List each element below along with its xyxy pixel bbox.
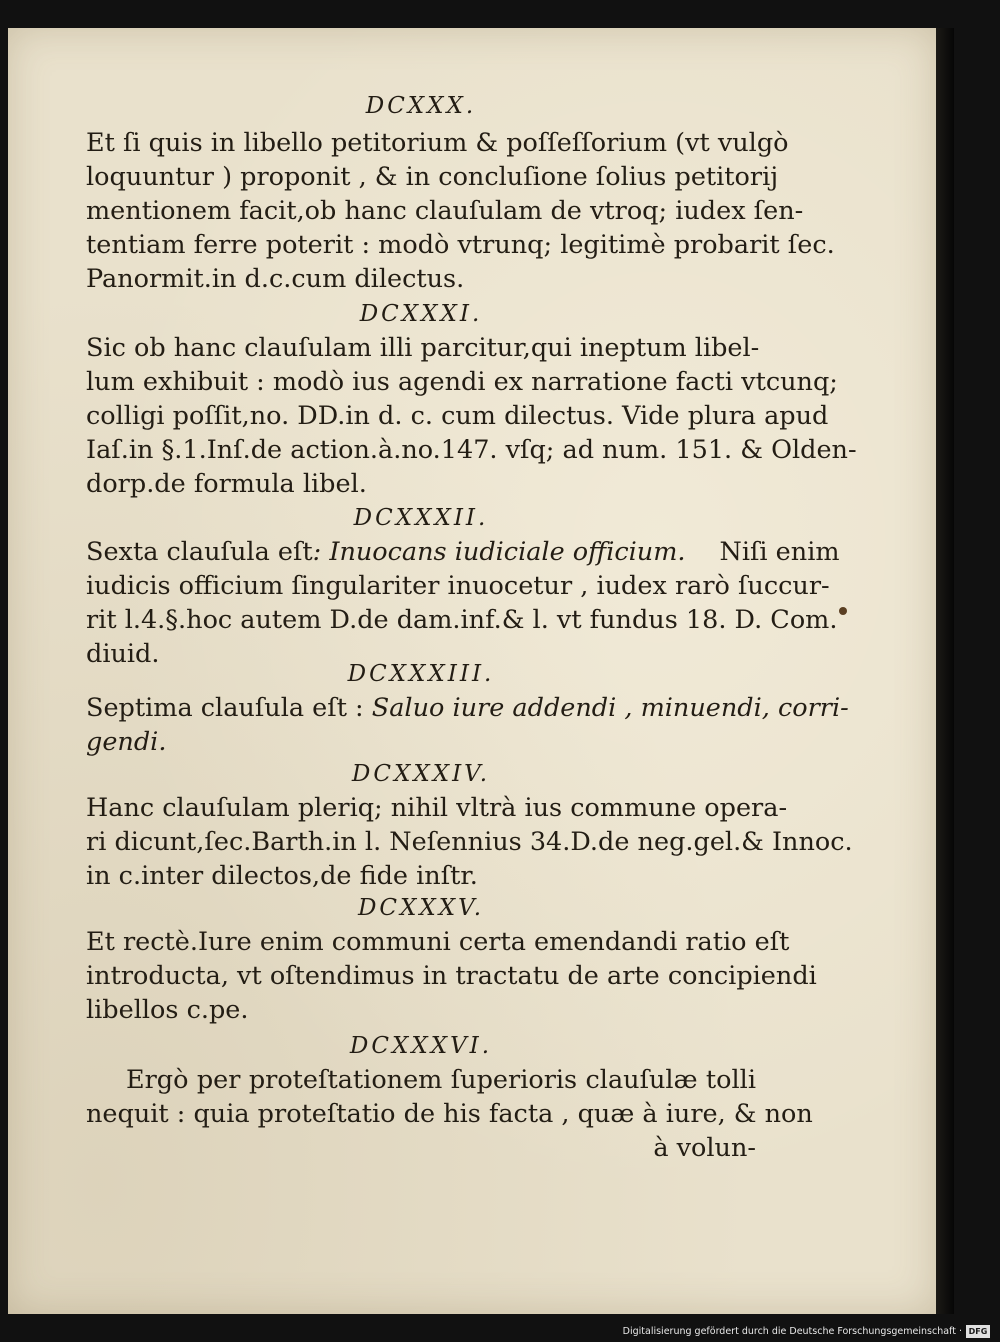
text-run: Septima clauſula eſt : [86,693,364,723]
text-line: in c.inter dilectos,de fide inſtr. [86,861,478,891]
text-line: colligi poſſit,no. DD.in d. c. cum dilectus. Vide plura apud [86,401,829,431]
section-heading: DCXXXII. [353,505,489,531]
italic-phrase: Saluo iure addendi , minuendi, corri- [371,693,849,723]
text-line: Panormit.in d.c.cum dilectus. [86,264,465,294]
text-line: diuid. [86,639,160,669]
text-line: Et rectè.Iure enim communi certa emendandi ratio eſt [86,927,790,957]
text-run: Niſi enim [719,537,840,567]
text-line: libellos c.pe. [86,995,249,1025]
text-line-mixed [86,534,840,570]
text-line: Et ſi quis in libello petitorium & poſſeſſorium (vt vulgò [86,128,789,158]
section-heading: DCXXXIII. [347,661,495,687]
section-heading: DCXXXVI. [349,1033,493,1059]
section-heading: DCXXXV. [357,895,485,921]
text-line: Sic ob hanc clauſulam illi parcitur,qui ineptum libel- [86,333,760,363]
text-line: loquuntur ) proponit , & in concluſione ſolius petitorij [86,162,779,192]
book-page [8,28,936,1314]
text-line-mixed [86,690,849,726]
section-heading: DCXXXIV. [351,761,491,787]
text-line: Ergò per proteſtationem ſuperioris clauſulæ tolli [126,1065,756,1095]
text-line: ri dicunt,ſec.Barth.in l. Neſennius 34.D.de neg.gel.& Innoc. [86,827,853,857]
ink-spot [839,607,847,615]
text-line: iudicis officium ſingulariter inuocetur , iudex rarò ſuccur- [86,571,830,601]
text-line: Iaſ.in §.1.Inſ.de action.à.no.147. vſq; ad num. 151. & Olden- [86,435,857,465]
page-edge [936,28,954,1314]
text-line: introducta, vt oſtendimus in tractatu de arte concipiendi [86,961,817,991]
text-line: lum exhibuit : modò ius agendi ex narratione facti vtcunq; [86,367,838,397]
section-heading: DCXXXI. [359,301,483,327]
text-line: mentionem facit,ob hanc clauſulam de vtroq; iudex ſen- [86,196,804,226]
text-line [86,724,756,760]
section-heading: DCXXX. [365,93,477,119]
text-run: Sexta clauſula eſt [86,537,313,567]
catchword: à volun- [653,1133,756,1163]
italic-phrase: gendi. [86,727,167,757]
italic-phrase: : Inuocans iudiciale officium. [312,537,686,567]
text-line: rit l.4.§.hoc autem D.de dam.inf.& l. vt fundus 18. D. Com. [86,605,838,635]
text-line: tentiam ferre poterit : modò vtrunq; legitimè probarit ſec. [86,230,835,260]
digitization-credit: Digitalisierung gefördert durch die Deutsche Forschungsgemeinschaft · [622,1326,962,1337]
dfg-logo: DFG [966,1325,990,1338]
text-line: dorp.de formula libel. [86,469,367,499]
text-line: Hanc clauſulam pleriq; nihil vltrà ius commune opera- [86,793,788,823]
text-line: nequit : quia proteſtatio de his facta , quæ à iure, & non [86,1099,813,1129]
